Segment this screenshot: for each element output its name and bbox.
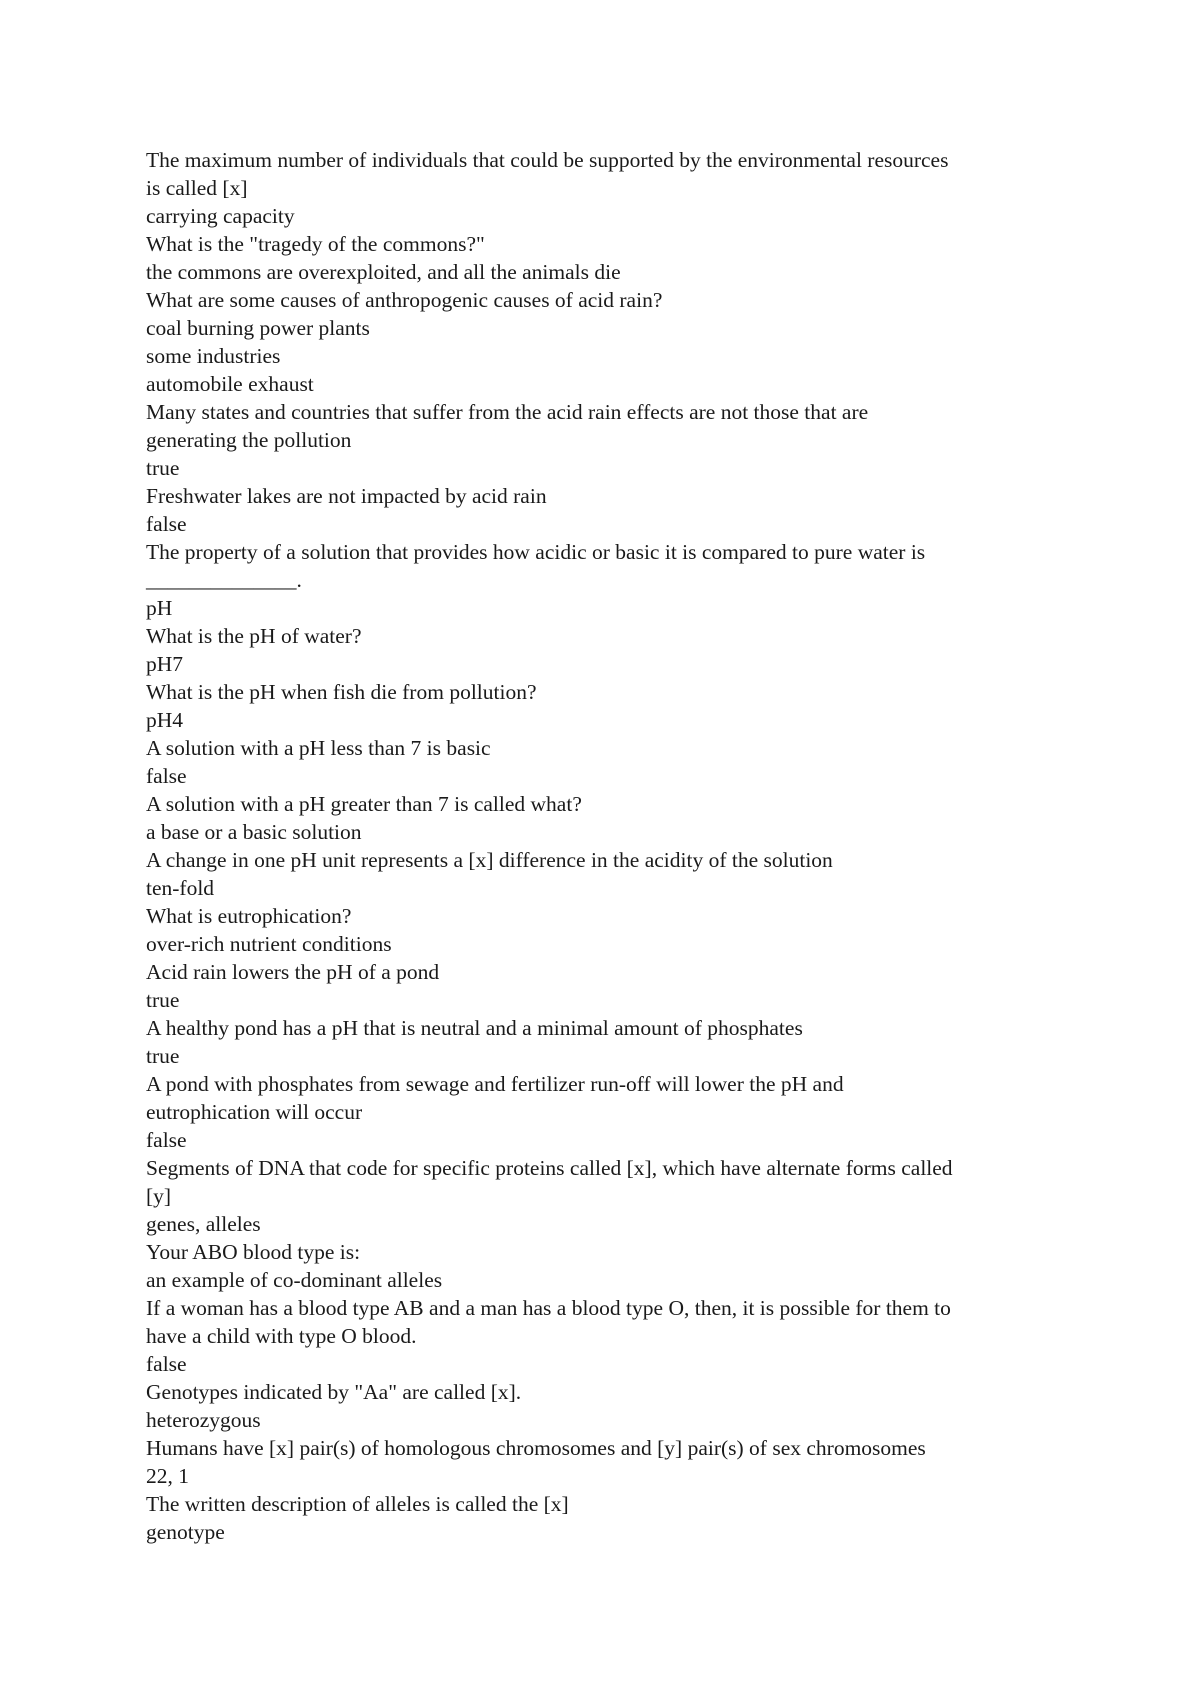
text-line: pH4 — [146, 708, 184, 732]
text-line: The written description of alleles is called the [x] — [146, 1492, 569, 1516]
text-line: Humans have [x] pair(s) of homologous chromosomes and [y] pair(s) of sex chromosomes — [146, 1436, 926, 1460]
text-line: false — [146, 1128, 187, 1152]
text-line: true — [146, 988, 180, 1012]
text-line: true — [146, 1044, 180, 1068]
text-line: Genotypes indicated by "Aa" are called [x]. — [146, 1380, 522, 1404]
text-line: an example of co-dominant alleles — [146, 1268, 443, 1292]
text-line: pH — [146, 596, 173, 620]
text-line: What are some causes of anthropogenic causes of acid rain? — [146, 288, 663, 312]
text-line: false — [146, 1352, 187, 1376]
text-line: Your ABO blood type is: — [146, 1240, 361, 1264]
text-line: coal burning power plants — [146, 316, 370, 340]
text-line: genes, alleles — [146, 1212, 261, 1236]
text-line: ten-fold — [146, 876, 215, 900]
text-line: The property of a solution that provides how acidic or basic it is compared to pure water is — [146, 540, 926, 564]
text-line: What is the pH when fish die from pollution? — [146, 680, 537, 704]
text-line: some industries — [146, 344, 281, 368]
text-line: A pond with phosphates from sewage and fertilizer run-off will lower the pH and — [146, 1072, 844, 1096]
text-line: automobile exhaust — [146, 372, 314, 396]
document-body — [146, 146, 1072, 1546]
text-line: is called [x] — [146, 176, 248, 200]
text-line: genotype — [146, 1520, 225, 1544]
text-line: 22, 1 — [146, 1464, 189, 1488]
text-line: the commons are overexploited, and all the animals die — [146, 260, 621, 284]
text-line: over-rich nutrient conditions — [146, 932, 392, 956]
text-line: What is the pH of water? — [146, 624, 362, 648]
text-line: A healthy pond has a pH that is neutral and a minimal amount of phosphates — [146, 1016, 803, 1040]
text-line: Segments of DNA that code for specific proteins called [x], which have alternate forms called — [146, 1156, 953, 1180]
text-line: The maximum number of individuals that could be supported by the environmental resources — [146, 148, 949, 172]
text-line: true — [146, 456, 180, 480]
text-line: A change in one pH unit represents a [x] difference in the acidity of the solution — [146, 848, 833, 872]
text-line: generating the pollution — [146, 428, 352, 452]
text-line: pH7 — [146, 652, 184, 676]
text-line: a base or a basic solution — [146, 820, 362, 844]
text-line: What is eutrophication? — [146, 904, 352, 928]
text-line: heterozygous — [146, 1408, 261, 1432]
text-line: What is the "tragedy of the commons?" — [146, 232, 485, 256]
text-line: ______________. — [146, 568, 302, 592]
text-line: Many states and countries that suffer from the acid rain effects are not those that are — [146, 400, 869, 424]
text-line: If a woman has a blood type AB and a man has a blood type O, then, it is possible for them to — [146, 1296, 951, 1320]
text-line: have a child with type O blood. — [146, 1324, 417, 1348]
text-line: Freshwater lakes are not impacted by acid rain — [146, 484, 547, 508]
text-line: Acid rain lowers the pH of a pond — [146, 960, 440, 984]
text-line: false — [146, 512, 187, 536]
text-line: eutrophication will occur — [146, 1100, 363, 1124]
text-line: [y] — [146, 1184, 172, 1208]
text-line: A solution with a pH less than 7 is basic — [146, 736, 491, 760]
text-line: false — [146, 764, 187, 788]
text-line: A solution with a pH greater than 7 is called what? — [146, 792, 582, 816]
text-line: carrying capacity — [146, 204, 295, 228]
